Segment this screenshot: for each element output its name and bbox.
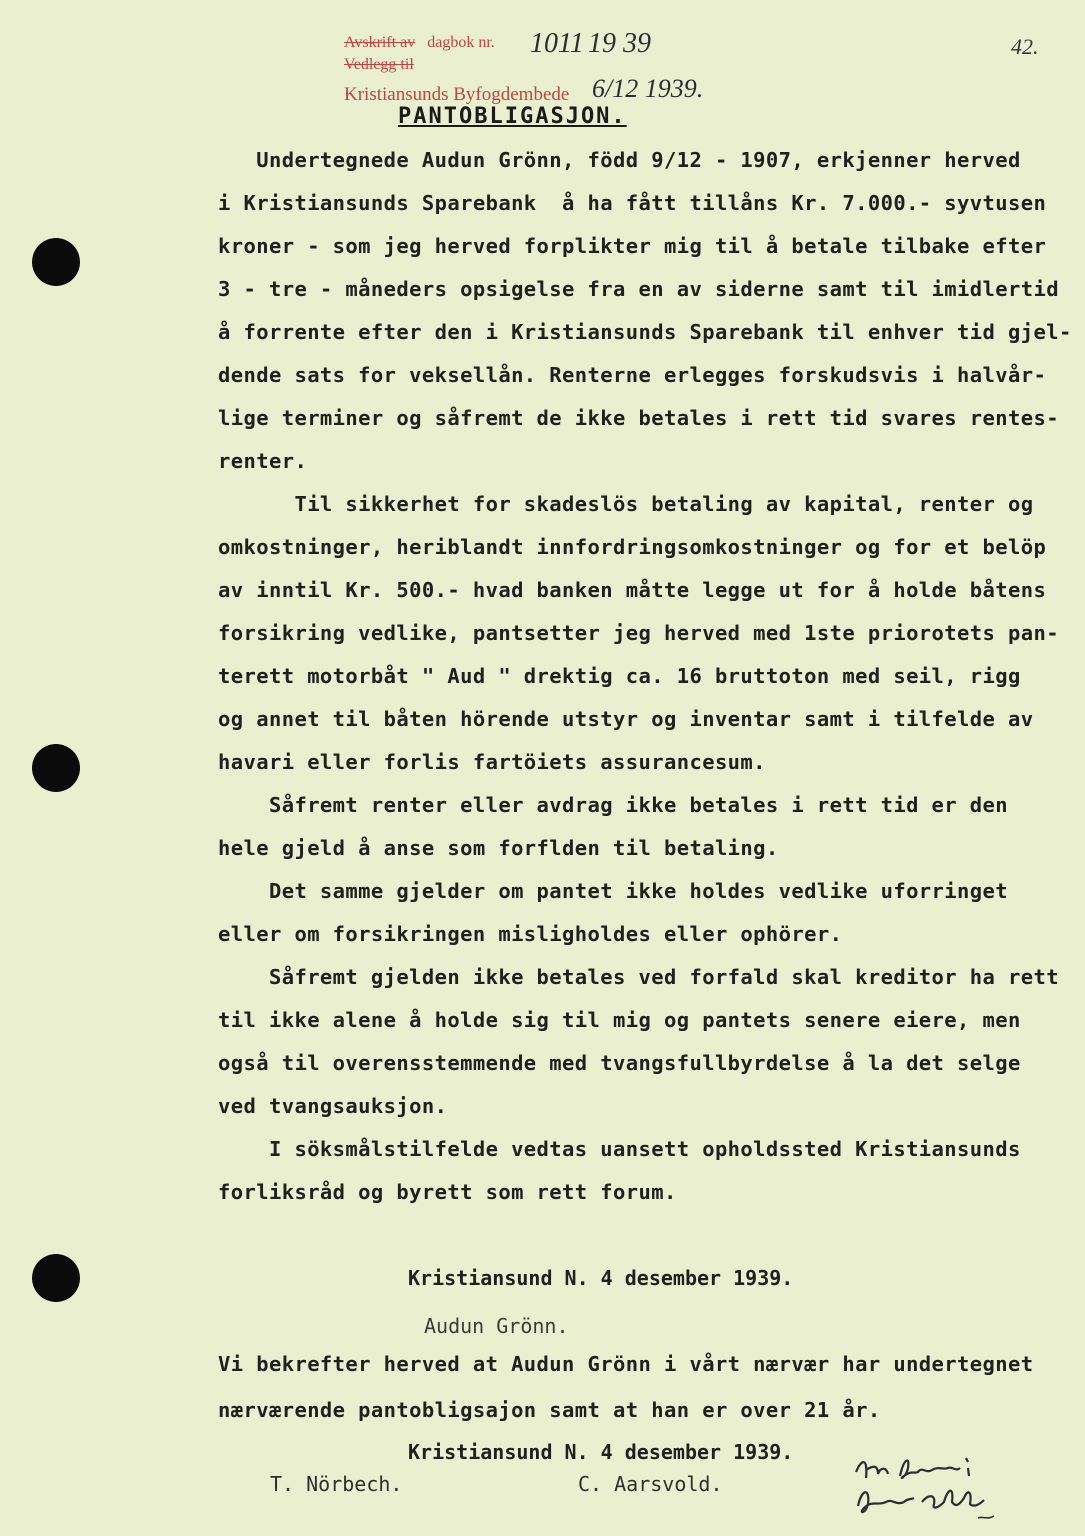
- punch-hole-bottom: [32, 1254, 80, 1302]
- body-line: til ikke alene å holde sig til mig og pantets senere eiere, men: [218, 1008, 1021, 1032]
- handwritten-dagbok-number: 1011: [530, 28, 584, 59]
- punch-hole-middle: [32, 744, 80, 792]
- witness-line: nærværende pantobligsajon samt at han er over 21 år.: [218, 1398, 881, 1422]
- body-line: i Kristiansunds Sparebank å ha fått tillåns Kr. 7.000.- syvtusen: [218, 191, 1047, 215]
- punch-hole-top: [32, 238, 80, 286]
- body-line: hele gjeld å anse som forflden til betaling.: [218, 836, 779, 860]
- document-body: [218, 148, 1072, 1208]
- body-line: terett motorbåt " Aud " drektig ca. 16 bruttoton med seil, rigg: [218, 664, 1021, 688]
- body-line: I söksmålstilfelde vedtas uansett opholdssted Kristiansunds: [218, 1137, 1021, 1161]
- stamp-dagbok-label: dagbok nr.: [427, 34, 495, 51]
- stamp-line-1: Avskrift av: [344, 34, 416, 51]
- body-line: også til overensstemmende med tvangsfullbyrdelse å la det selge: [218, 1051, 1021, 1075]
- body-line: Undertegnede Audun Grönn, född 9/12 - 1907, erkjenner herved: [218, 148, 1021, 172]
- body-line: havari eller forlis fartöiets assurancesum.: [218, 750, 766, 774]
- stamp-line-3: Kristiansunds Byfogdembede: [344, 84, 570, 105]
- body-line: kroner - som jeg herved forplikter mig til å betale tilbake efter: [218, 234, 1047, 258]
- handwritten-attestation-signature: [848, 1448, 1028, 1528]
- document-title: PANTOBLIGASJON.: [398, 104, 627, 129]
- body-line: ved tvangsauksjon.: [218, 1094, 448, 1118]
- body-line: dende sats for veksellån. Renterne erlegges forskudsvis i halvår-: [218, 363, 1047, 387]
- body-line: å forrente efter den i Kristiansunds Sparebank til enhver tid gjel-: [218, 320, 1072, 344]
- witness-statement: [218, 1352, 1058, 1442]
- handwritten-year: 19 39: [588, 28, 651, 59]
- body-line: Såfremt gjelden ikke betales ved forfald skal kreditor ha rett: [218, 965, 1059, 989]
- body-line: Det samme gjelder om pantet ikke holdes vedlike uforringet: [218, 879, 1009, 903]
- place-date-1: Kristiansund N. 4 desember 1939.: [408, 1266, 794, 1290]
- witness-line: Vi bekrefter herved at Audun Grönn i vårt nærvær har undertegnet: [218, 1352, 1034, 1376]
- body-line: renter.: [218, 449, 308, 473]
- place-date-2: Kristiansund N. 4 desember 1939.: [408, 1440, 794, 1464]
- stamp-line-2: Vedlegg til: [344, 56, 414, 73]
- body-line: forliksråd og byrett som rett forum.: [218, 1180, 677, 1204]
- body-line: omkostninger, heriblandt innfordringsomkostninger og for et belöp: [218, 535, 1047, 559]
- body-line: og annet til båten hörende utstyr og inventar samt i tilfelde av: [218, 707, 1034, 731]
- body-line: 3 - tre - måneders opsigelse fra en av siderne samt til imidlertid: [218, 277, 1059, 301]
- body-line: eller om forsikringen misligholdes eller ophörer.: [218, 922, 843, 946]
- page-number: 42.: [1011, 34, 1039, 59]
- witness-1-signature: T. Nörbech.: [270, 1472, 403, 1496]
- handwritten-date: 6/12 1939.: [592, 74, 704, 103]
- body-line: Såfremt renter eller avdrag ikke betales i rett tid er den: [218, 793, 1009, 817]
- body-line: lige terminer og såfremt de ikke betales i rett tid svares rentes-: [218, 406, 1059, 430]
- debtor-signature: Audun Grönn.: [424, 1314, 569, 1338]
- witness-2-signature: C. Aarsvold.: [578, 1472, 723, 1496]
- body-line: av inntil Kr. 500.- hvad banken måtte legge ut for å holde båtens: [218, 578, 1047, 602]
- body-line: Til sikkerhet for skadeslös betaling av kapital, renter og: [218, 492, 1034, 516]
- body-line: forsikring vedlike, pantsetter jeg herved med 1ste priorotets pan-: [218, 621, 1059, 645]
